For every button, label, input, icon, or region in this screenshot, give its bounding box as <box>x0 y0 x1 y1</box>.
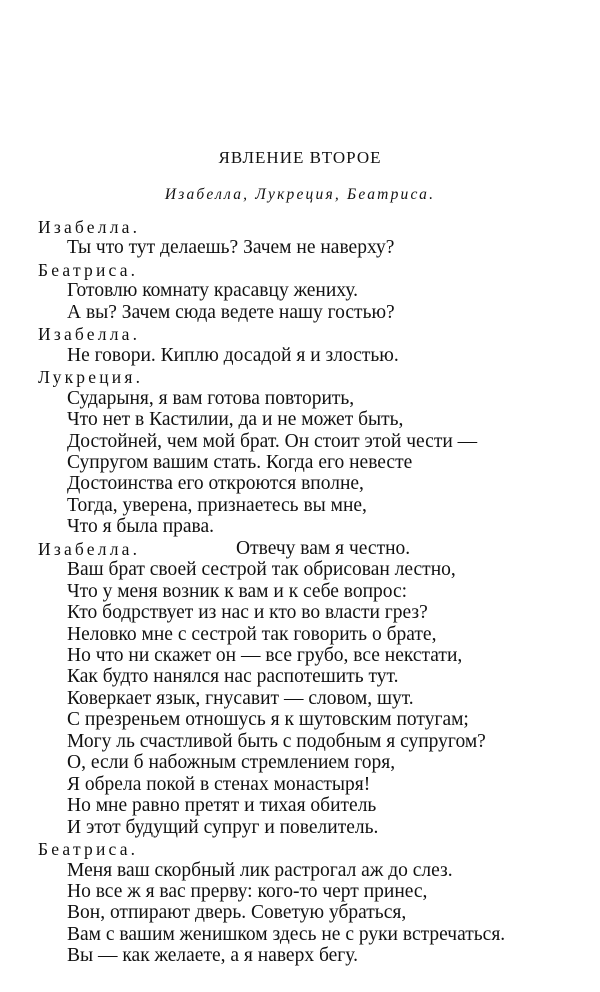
verse-line: Что у меня возник к вам и к себе вопрос: <box>67 580 408 602</box>
verse-line: Ваш брат своей сестрой так обрисован лестно, <box>67 559 456 581</box>
verse-line: Неловко мне с сестрой так говорить о брате, <box>67 623 437 645</box>
verse-line: А вы? Зачем сюда ведете нашу гостью? <box>67 301 395 323</box>
speaker-name: Изабелла. <box>38 324 141 345</box>
verse-line: Кто бодрствует из нас и кто во власти грез? <box>67 602 428 624</box>
verse-line: О, если б набожным стремлением горя, <box>67 752 396 774</box>
verse-line: Сударыня, я вам готова повторить, <box>67 387 355 409</box>
verse-line: Супругом вашим стать. Когда его невесте <box>67 451 413 473</box>
verse-line: Что я была права. <box>67 516 215 538</box>
scene-title: ЯВЛЕНИЕ ВТОРОЕ <box>218 148 382 167</box>
verse-line: Что нет в Кастилии, да и не может быть, <box>67 409 404 431</box>
verse-line: Вы — как желаете, а я наверх бегу. <box>67 945 358 967</box>
verse-line: Но что ни скажет он — все грубо, все некстати, <box>67 645 463 666</box>
speaker-name: Беатриса. <box>38 259 139 280</box>
verse-line: Готовлю комнату красавцу жениху. <box>67 280 358 302</box>
speaker-name: Беатриса. <box>38 839 139 860</box>
verse-line: Отвечу вам я честно. <box>236 537 411 559</box>
verse-line: Тогда, уверена, признаетесь вы мне, <box>67 494 367 516</box>
verse-line: Коверкает язык, гнусавит — словом, шут. <box>67 687 414 709</box>
verse-line: С презреньем отношусь я к шутовским потугам; <box>67 709 469 731</box>
verse-line: Но мне равно претят и тихая обитель <box>67 795 377 817</box>
verse-line: Но все ж я вас прерву: кого-то черт принес, <box>67 880 428 902</box>
speaker-name: Лукреция. <box>38 367 144 388</box>
verse-line: Как будто нанялся нас распотешить тут. <box>67 666 399 688</box>
verse-line: Достоинства его откроются вполне, <box>67 473 364 495</box>
verse-line: И этот будущий супруг и повелитель. <box>67 816 379 838</box>
cast-list: Изабелла, Лукреция, Беатриса. <box>164 186 436 203</box>
verse-line: Ты что тут делаешь? Зачем не наверху? <box>67 237 395 259</box>
speaker-name: Изабелла. <box>38 217 141 237</box>
verse-line: Меня ваш скорбный лик растрогал аж до слез. <box>67 859 453 881</box>
verse-line: Я обрела покой в стенах монастыря! <box>67 773 371 795</box>
verse-line: Достойней, чем мой брат. Он стоит этой чести — <box>67 430 478 452</box>
verse-line: Могу ль счастливой быть с подобным я супругом? <box>67 730 486 752</box>
speaker-name: Изабелла. <box>38 538 141 559</box>
verse-line: Вам с вашим женишком здесь не с руки встречаться. <box>67 923 506 945</box>
verse-line: Вон, отпирают дверь. Советую убраться, <box>67 902 407 924</box>
verse-line: Не говори. Киплю досадой я и злостью. <box>67 344 399 366</box>
